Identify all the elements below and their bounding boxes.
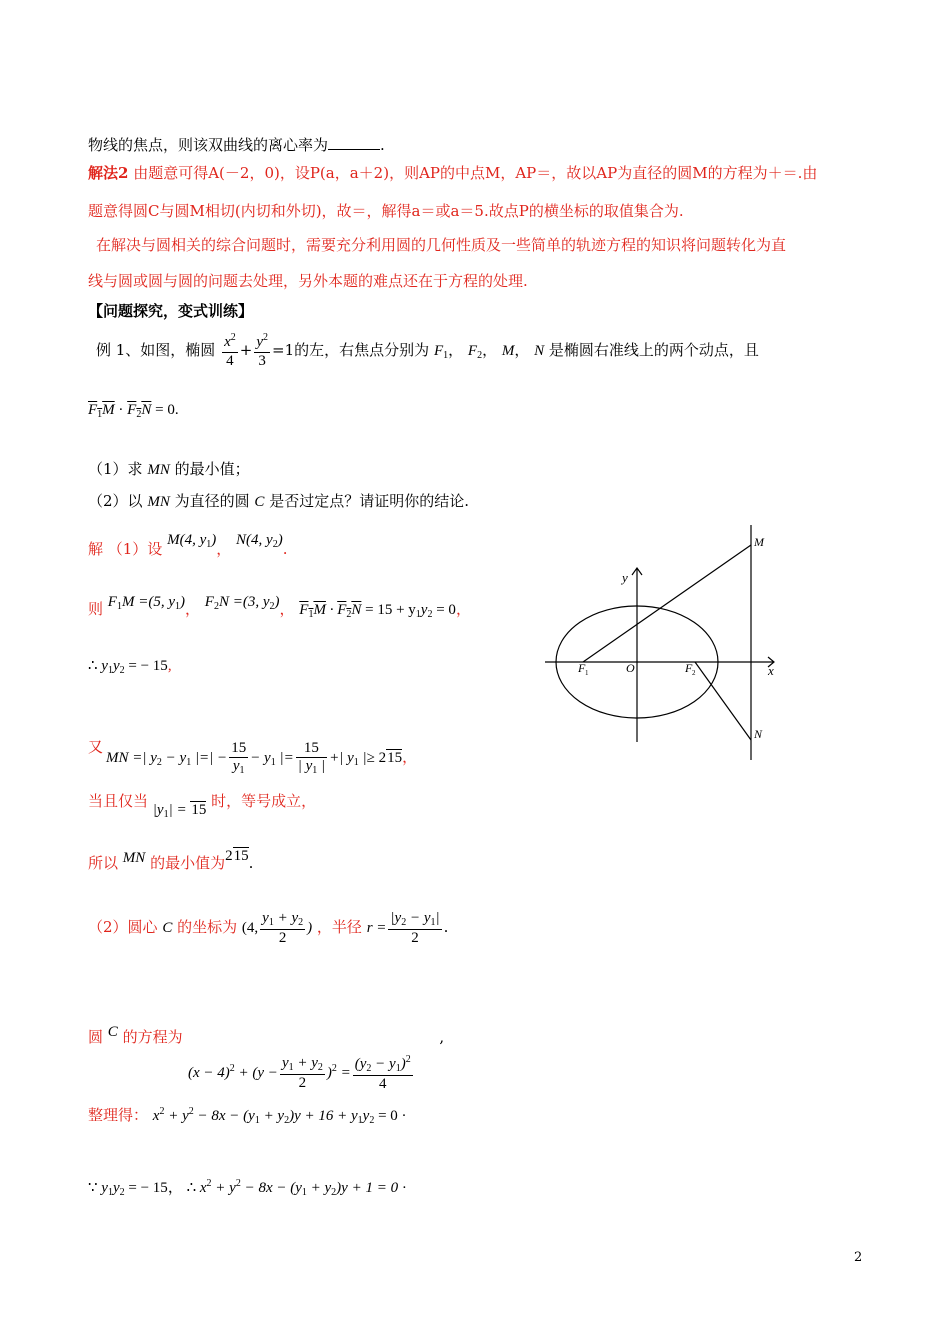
m-coord-text: M(4, y [167, 532, 207, 548]
line-f1-m [583, 545, 751, 662]
circle-equation-label: 圆 C 的方程为 , [88, 1024, 445, 1046]
again-label [88, 736, 103, 757]
x-var: x [224, 334, 231, 351]
circle-suffix: 的方程为 [122, 1028, 183, 1046]
q1-prefix: （1）求 [88, 460, 143, 478]
focus-f1: $F_1$ [433, 343, 449, 361]
section-heading-text: 【问题探究，变式训练】 [88, 302, 254, 320]
label-f1-sub: 1 [585, 669, 589, 677]
circle-c-q2: C [254, 494, 265, 510]
solution-vectors: 则 $F_1M =(5$, $y_1$)， $F_2N =(3$, $y_2$)， $F_1M \cdot F_2N = 15 + y_1y_2 = 0$， [88, 594, 471, 620]
fraction-x2-over-4: $\frac{x^2}{4}$ [224, 332, 236, 369]
vector-condition: $F_1M \cdot F_2N = 0$. [88, 402, 179, 420]
f1m-vector: $F_1M =(5$, $y_1$) [107, 594, 185, 612]
expand-1-final: − 8x − (y [244, 1180, 302, 1196]
y1y2-value: = − 15 [128, 658, 168, 674]
f2n-f: F [204, 594, 214, 610]
sothat-suffix: 的最小值为 [150, 854, 226, 872]
f2-letter: F [467, 343, 478, 359]
therefore-final: ∴ [186, 1180, 197, 1196]
n-coord-text: N(4, y [236, 532, 273, 548]
point-n: N [534, 343, 545, 359]
simplified-equation: 整理得： $x^2 + y^2 - 8x - (y_1 + y_2)y + 16 + y_1y_2 = 0$ · [88, 1106, 407, 1126]
circle-c-eq: C [107, 1024, 118, 1040]
solution2-line1 [88, 162, 817, 183]
solution-setup: 解 （1）设 M(4, $y_1$)， N(4, $y_2$). [88, 532, 288, 558]
denominator-4: 4 [226, 352, 234, 369]
vec-f1: F [88, 402, 98, 418]
mn-min: MN [122, 850, 146, 866]
denominator-3: 3 [258, 352, 266, 369]
f2n-vector: $F_2N =(3$, $y_2$) [204, 594, 280, 612]
n-coordinate: N(4, $y_2$) [236, 532, 283, 550]
expand-2: + 16 + y [304, 1108, 358, 1124]
y1y2-final: = − 15 [128, 1180, 168, 1196]
y1y2-result: ∴ $y_1y_2$ = − 15, [88, 658, 172, 676]
equality-condition: 当且仅当 $|y_1| = 15$ 时，等号成立， [88, 792, 317, 820]
example1-prefix: 例 1、如图，椭圆 [96, 341, 216, 359]
focus-f2: $F_2$ [467, 343, 483, 361]
vec-f2: F [127, 402, 137, 418]
point-m: M [501, 343, 515, 359]
center-x: (4, [241, 919, 259, 936]
label-o: O [626, 661, 635, 675]
intro-line [88, 134, 385, 155]
example1-suffix: 是椭圆右准线上的两个动点，且 [548, 341, 759, 359]
intro-end: . [380, 136, 385, 154]
solution2-label: 解法2 [88, 164, 129, 182]
example1-line: 例 1、如图，椭圆 $\frac{x^2}{4}$ + $\frac{y^2}{3}$ =1的左，右焦点分别为 $F_1$， $F_2$， M， N 是椭圆右准线上的两个动点，且 [96, 332, 759, 369]
mn-q1: MN [147, 462, 170, 478]
equals-zero: = 0 [155, 402, 175, 418]
sqrt-15: 15 [387, 749, 403, 766]
product-equals: = 15 + y [365, 602, 416, 618]
final-equation: ∵ $y_1y_2$ = − 15， ∴ $x^2 + y^2 - 8x - (y_1 + y_2)y + 1 = 0$ · [88, 1178, 407, 1198]
commentary-text2: 线与圆或圆与圆的问题去处理，另外本题的难点还在于方程的处理. [88, 272, 528, 290]
vec-m: M [102, 402, 115, 418]
f2n-eq: N =(3, y [218, 594, 270, 610]
commentary-line2 [88, 270, 528, 291]
section-heading [88, 300, 253, 321]
circle-eq-left: (x − 4) [188, 1064, 230, 1081]
circle-prefix: 圆 [88, 1028, 104, 1046]
mn-q2: MN [147, 494, 170, 510]
label-f2-sub: 2 [692, 669, 696, 677]
vec-n: N [141, 402, 152, 418]
p2-prefix: （2）圆心 [88, 917, 158, 936]
example1-middle: 的左，右焦点分别为 [294, 341, 430, 359]
frac-15-num: 15 [229, 740, 248, 758]
min-value-line: 所以 MN 的最小值为215. [88, 848, 254, 872]
solution2-line2 [88, 200, 684, 221]
equals-one: =1 [272, 341, 295, 359]
dot-product-eq: $F_1M \cdot F_2N = 15 + y_1y_2 = 0$ [299, 602, 456, 620]
then-label: 则 [88, 600, 104, 618]
solution2-text: 由题意可得A(－2，0)，设P(a，a＋2)，则AP的中点M，AP＝，故以AP为直径的圆M的方程为＋＝.由 [133, 164, 818, 182]
because-symbol: ∵ [88, 1180, 98, 1196]
ellipse-figure [540, 520, 790, 770]
m-coordinate: M(4, $y_1$) [167, 532, 217, 550]
dot-symbol: · [118, 402, 124, 418]
p2-suffix: ，半径 [316, 917, 362, 936]
answer-blank [328, 137, 380, 150]
circle-equation: $(x - 4)^2 + (y$ − $\frac{y_1 + y_2}{2}$ )$^2$ = $\frac{(y_2 - y_1)^2}{4}$ [188, 1054, 411, 1092]
mn-expr: MN =| y [106, 749, 157, 766]
label-m: M [754, 535, 764, 549]
label-y: y [622, 570, 628, 585]
f1-letter: F [433, 343, 444, 359]
label-f1: F [578, 661, 586, 675]
p2-middle: 的坐标为 [177, 917, 238, 936]
solution2-text2: 题意得圆C与圆M相切(内切和外切)，故＝，解得a＝或a＝5.故点P的横坐标的取值集合为. [88, 202, 684, 220]
intro-text: 物线的焦点，则该双曲线的离心率为 [88, 136, 329, 154]
line-f2-n [695, 662, 751, 740]
question2 [88, 490, 469, 511]
label-n: N [754, 727, 763, 741]
label-x: x [768, 663, 774, 678]
q2-prefix: （2）以 [88, 492, 143, 510]
part2-center: （2）圆心 C 的坐标为 (4, $\frac{y_1 + y_2}{2}$ ) ，半径 r = $\frac{|y_2 - y_1|}{2}$ . [88, 910, 449, 946]
q2-middle: 为直径的圆 [174, 492, 250, 510]
page-number: 2 [854, 1250, 863, 1265]
commentary-text1: 在解决与圆相关的综合问题时，需要充分利用圆的几何性质及一些简单的轨迹方程的知识将问题转化为直 [96, 236, 787, 254]
radius-r: r = [366, 919, 387, 936]
expand-3: + 1 = 0 [351, 1180, 399, 1196]
y-var: y [256, 334, 264, 351]
therefore-symbol: ∴ [88, 658, 98, 674]
f1m-f: F [107, 594, 117, 610]
fraction-y2-over-3: $\frac{y^2}{3}$ [256, 332, 269, 369]
commentary-line1 [96, 234, 786, 255]
frac-15-num-b: 15 [296, 740, 327, 758]
again-text: 又 [88, 738, 104, 756]
mn-inequality: MN =| $y_2 - y_1$ |=| − $\frac{15}{y_1}$ − $y_1$ |= $\frac{15}{| y_1 |}$ +| $y_1$ |≥ 215， [106, 740, 418, 777]
simplify-label: 整理得： [88, 1106, 149, 1124]
solution-label: 解 （1）设 [88, 540, 163, 558]
label-f2: F [685, 661, 693, 675]
q1-suffix: 的最小值； [174, 460, 250, 478]
q2-suffix: 是否过定点？请证明你的结论. [269, 492, 469, 510]
iff-suffix: 时，等号成立， [211, 792, 317, 810]
f1m-eq: M =(5, y [121, 594, 175, 610]
expand-1: − 8x − (y [197, 1108, 255, 1124]
sothat-label: 所以 [88, 854, 119, 872]
iff-label: 当且仅当 [88, 792, 149, 810]
question1 [88, 458, 250, 479]
circle-c-p2: C [162, 919, 173, 936]
